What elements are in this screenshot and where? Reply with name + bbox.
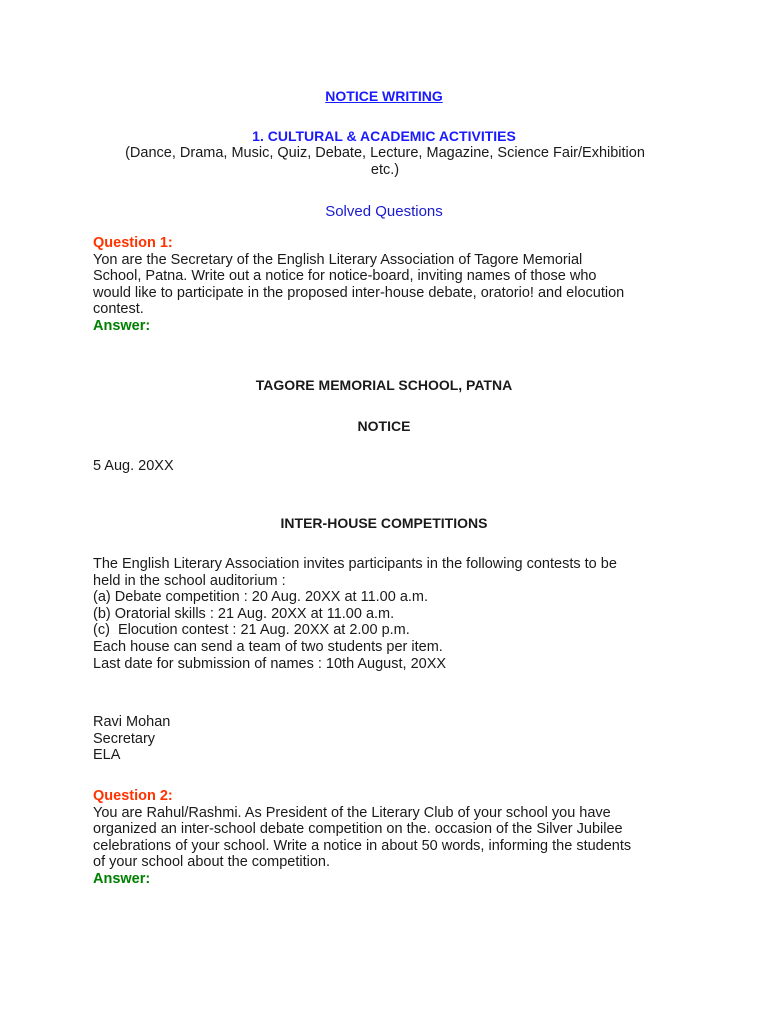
notice-body-line: held in the school auditorium : xyxy=(93,572,286,589)
question-1-line: would like to participate in the proposed inter-house debate, oratorio! and elocution xyxy=(93,284,625,301)
question-2-line: of your school about the competition. xyxy=(93,854,330,871)
notice-body xyxy=(93,556,683,672)
section-subheading-line: (Dance, Drama, Music, Quiz, Debate, Lecture, Magazine, Science Fair/Exhibition xyxy=(125,145,645,161)
question-2-line: You are Rahul/Rashmi. As President of the Literary Club of your school you have xyxy=(93,804,611,821)
question-2 xyxy=(93,788,683,888)
document-title: NOTICE WRITING xyxy=(325,88,443,104)
notice-body-line: (c) Elocution contest : 21 Aug. 20XX at 2.00 p.m. xyxy=(93,622,410,639)
signature-organization: ELA xyxy=(93,747,121,764)
question-2-line: celebrations of your school. Write a notice in about 50 words, informing the students xyxy=(93,837,632,854)
signature-designation: Secretary xyxy=(93,730,156,747)
question-1-line: School, Patna. Write out a notice for notice-board, inviting names of those who xyxy=(93,268,597,285)
notice-subject: INTER-HOUSE COMPETITIONS xyxy=(280,515,488,531)
section-subheading xyxy=(90,145,680,179)
notice-body-line: Each house can send a team of two students per item. xyxy=(93,638,443,655)
signature-name: Ravi Mohan xyxy=(93,714,171,730)
question-1-line: contest. xyxy=(93,301,144,318)
section-heading: 1. CULTURAL & ACADEMIC ACTIVITIES xyxy=(252,128,516,144)
question-2-label: Question 2: xyxy=(93,788,173,804)
section-subheading-line: etc.) xyxy=(370,162,400,178)
notice-heading: NOTICE xyxy=(357,418,411,434)
question-1-answer-label: Answer: xyxy=(93,317,151,334)
notice-body-line: The English Literary Association invites participants in the following contests to be xyxy=(93,556,617,572)
solved-questions-heading: Solved Questions xyxy=(325,203,443,220)
question-2-answer-label: Answer: xyxy=(93,870,151,887)
notice-school-name: TAGORE MEMORIAL SCHOOL, PATNA xyxy=(255,377,513,393)
question-1 xyxy=(93,235,683,335)
question-2-line: organized an inter-school debate competition on the. occasion of the Silver Jubilee xyxy=(93,821,623,838)
notice-signature xyxy=(93,714,683,764)
notice-date: 5 Aug. 20XX xyxy=(93,458,174,474)
question-1-line: Yon are the Secretary of the English Literary Association of Tagore Memorial xyxy=(93,251,583,268)
question-1-label: Question 1: xyxy=(93,235,173,251)
notice-body-line: (a) Debate competition : 20 Aug. 20XX at 11.00 a.m. xyxy=(93,589,429,606)
notice-body-line: (b) Oratorial skills : 21 Aug. 20XX at 11.00 a.m. xyxy=(93,605,395,622)
notice-body-line: Last date for submission of names : 10th August, 20XX xyxy=(93,655,447,672)
